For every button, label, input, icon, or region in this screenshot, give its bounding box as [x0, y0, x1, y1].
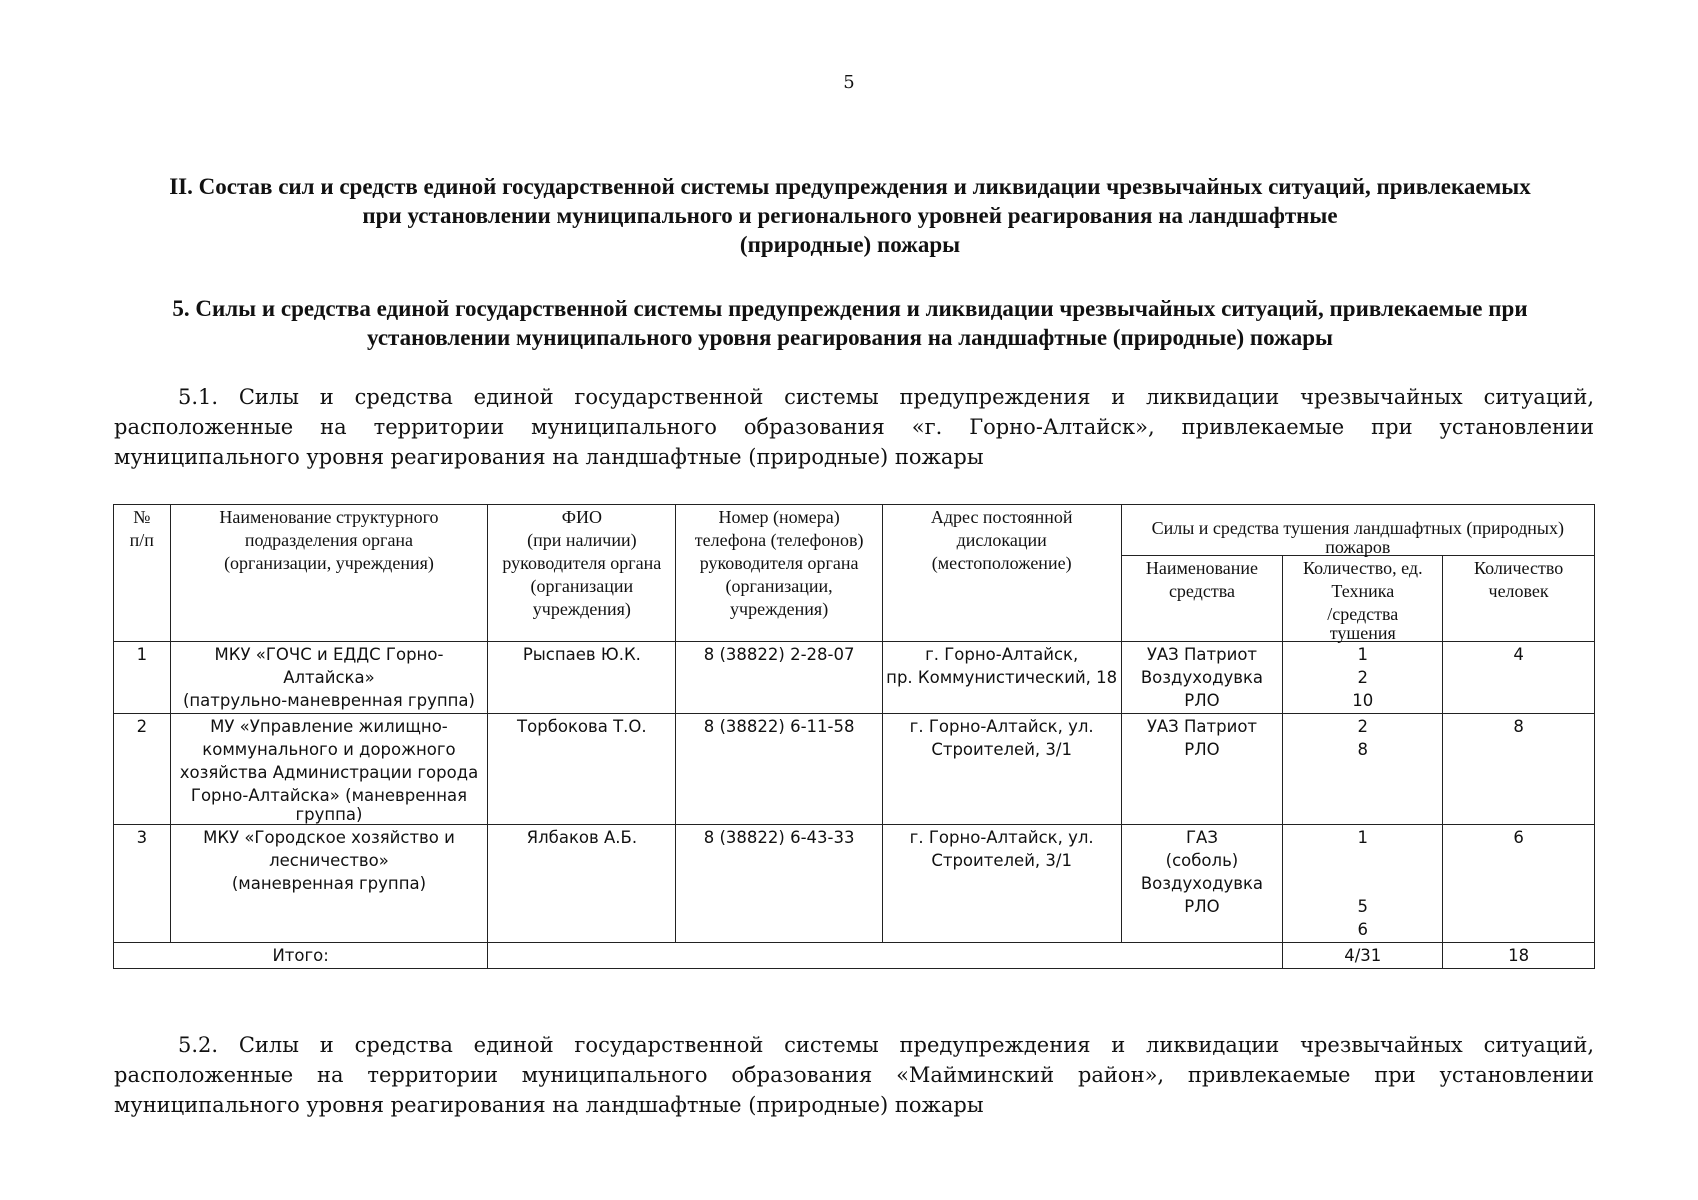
cell-phone: 8 (38822) 6-11-58	[676, 714, 882, 825]
header-text: подразделения органа	[244, 530, 414, 550]
cell-address	[882, 642, 1121, 714]
subsection-title-line: 5. Силы и средства единой государственной системы предупреждения и ликвидации чрезвычайных ситуаций, привлекаемые при	[172, 296, 1528, 321]
forces-table	[113, 504, 1595, 969]
header-text: средства	[1168, 581, 1235, 601]
header-text: №	[133, 507, 151, 527]
header-text: руководителя органа	[699, 553, 859, 573]
header-fio	[488, 505, 676, 642]
total-qty: 4/31	[1283, 943, 1443, 969]
cell-people: 6	[1443, 825, 1595, 943]
header-text: п/п	[129, 530, 154, 550]
cell-text	[1285, 872, 1440, 895]
cell-text: МКУ «ГОЧС и ЕДДС Горно-	[214, 645, 444, 664]
table-header-row	[114, 505, 1595, 556]
cell-text: МКУ «Городское хозяйство и	[203, 828, 455, 847]
table-total-row	[114, 943, 1595, 969]
cell-num: 2	[114, 714, 171, 825]
cell-text: 1	[1357, 828, 1369, 847]
cell-text	[1285, 849, 1440, 872]
header-forces	[1121, 505, 1594, 556]
cell-text: Воздуходувка	[1140, 874, 1264, 893]
cell-qty	[1283, 642, 1443, 714]
cell-phone: 8 (38822) 2-28-07	[676, 642, 882, 714]
cell-text: УАЗ Патриот	[1146, 645, 1258, 664]
cell-text: хозяйства Администрации города	[179, 763, 479, 782]
header-text: (организации	[530, 576, 634, 596]
header-address	[882, 505, 1121, 642]
header-text: тушения	[1329, 623, 1396, 643]
table-row	[114, 642, 1595, 714]
cell-text: 5	[1357, 897, 1369, 916]
header-text: (организации, учреждения)	[224, 553, 434, 573]
cell-text: 10	[1352, 691, 1374, 710]
header-text: Номер (номера)	[718, 507, 840, 527]
header-text: дислокации	[956, 530, 1047, 550]
cell-text: пр. Коммунистический, 18	[886, 668, 1118, 687]
header-text: учреждения)	[532, 599, 631, 619]
header-num	[114, 505, 171, 642]
cell-text: Строителей, 3/1	[931, 740, 1072, 759]
cell-address	[882, 714, 1121, 825]
cell-text: Воздуходувка	[1140, 668, 1264, 687]
section-title	[110, 172, 1590, 259]
section-title-line: при установлении муниципального и регионального уровней реагирования на ландшафтные	[362, 203, 1338, 228]
header-text: человек	[1488, 581, 1549, 601]
cell-org	[170, 714, 488, 825]
header-text: (местоположение)	[931, 553, 1072, 573]
cell-address	[882, 825, 1121, 943]
total-people: 18	[1443, 943, 1595, 969]
header-means-name	[1121, 556, 1283, 642]
cell-fio: Ялбаков А.Б.	[488, 825, 676, 943]
table-row	[114, 714, 1595, 825]
total-empty	[488, 943, 1283, 969]
cell-text: МУ «Управление жилищно-	[210, 717, 448, 736]
cell-text: РЛО	[1184, 691, 1220, 710]
cell-org	[170, 825, 488, 943]
header-text: (при наличии)	[527, 530, 637, 550]
cell-means	[1121, 714, 1283, 825]
header-text: телефона (телефонов)	[694, 530, 864, 550]
header-text: Наименование	[1145, 558, 1259, 578]
header-text: пожаров	[1325, 537, 1391, 557]
cell-text: 2	[1357, 717, 1369, 736]
section-title-line: (природные) пожары	[739, 232, 961, 257]
cell-people: 4	[1443, 642, 1595, 714]
cell-num: 3	[114, 825, 171, 943]
paragraph-line: расположенные на территории муниципального образования «Майминский район», привлекаемые при установлении	[114, 1063, 1594, 1087]
paragraph-line: 5.2. Силы и средства единой государственной системы предупреждения и ликвидации чрезвычайных ситуаций,	[178, 1033, 1594, 1057]
paragraph-5-1	[114, 382, 1594, 472]
paragraph-line: 5.1. Силы и средства единой государственной системы предупреждения и ликвидации чрезвычайных ситуаций,	[178, 385, 1594, 409]
paragraph-line: муниципального уровня реагирования на ландшафтные (природные) пожары	[114, 445, 984, 469]
header-people-qty	[1443, 556, 1595, 642]
header-text: Наименование структурного	[219, 507, 439, 527]
cell-fio: Рыспаев Ю.К.	[488, 642, 676, 714]
header-phone	[676, 505, 882, 642]
cell-means	[1121, 825, 1283, 943]
cell-text: Горно-Алтайска» (маневренная	[190, 786, 468, 805]
cell-text: (соболь)	[1165, 851, 1239, 870]
page-number: 5	[843, 72, 855, 93]
cell-text: 6	[1357, 920, 1369, 939]
cell-text: группа)	[295, 805, 363, 824]
header-text: учреждения)	[730, 599, 829, 619]
cell-text: ГАЗ	[1185, 828, 1218, 847]
cell-text: коммунального и дорожного	[202, 740, 456, 759]
total-label: Итого:	[114, 943, 488, 969]
cell-text: г. Горно-Алтайск, ул.	[909, 828, 1094, 847]
cell-text: г. Горно-Алтайск, ул.	[909, 717, 1094, 736]
paragraph-line: расположенные на территории муниципального образования «г. Горно-Алтайск», привлекаемые при установлении	[114, 415, 1594, 439]
cell-org	[170, 642, 488, 714]
header-means-qty	[1283, 556, 1443, 642]
cell-text: Алтайска»	[283, 668, 375, 687]
header-text: /средства	[1327, 604, 1399, 624]
cell-text: 1	[1357, 645, 1369, 664]
header-org	[170, 505, 488, 642]
cell-num: 1	[114, 642, 171, 714]
cell-text: г. Горно-Алтайск,	[925, 645, 1079, 664]
cell-phone: 8 (38822) 6-43-33	[676, 825, 882, 943]
cell-qty	[1283, 825, 1443, 943]
cell-text: 8	[1357, 740, 1369, 759]
cell-qty	[1283, 714, 1443, 825]
header-text: ФИО	[561, 507, 602, 527]
header-text: руководителя органа	[502, 553, 662, 573]
cell-text: РЛО	[1184, 740, 1220, 759]
table-row	[114, 825, 1595, 943]
cell-text: (патрульно-маневренная группа)	[182, 691, 475, 710]
cell-text: РЛО	[1184, 897, 1220, 916]
paragraph-5-2	[114, 1030, 1594, 1120]
paragraph-line: муниципального уровня реагирования на ландшафтные (природные) пожары	[114, 1093, 984, 1117]
subsection-title-line: установлении муниципального уровня реагирования на ландшафтные (природные) пожары	[367, 325, 1333, 350]
cell-fio: Торбокова Т.О.	[488, 714, 676, 825]
cell-text: лесничество»	[269, 851, 389, 870]
cell-text: Строителей, 3/1	[931, 851, 1072, 870]
subsection-title	[110, 294, 1590, 352]
cell-text: (маневренная группа)	[231, 874, 427, 893]
cell-people: 8	[1443, 714, 1595, 825]
cell-text: УАЗ Патриот	[1146, 717, 1258, 736]
header-text: Силы и средства тушения ландшафтных (природных)	[1151, 518, 1564, 538]
header-text: Адрес постоянной	[930, 507, 1073, 527]
header-text: Количество, ед.	[1302, 558, 1423, 578]
cell-means	[1121, 642, 1283, 714]
header-text: (организации,	[725, 576, 833, 596]
header-text: Количество	[1473, 558, 1564, 578]
section-title-line: II. Состав сил и средств единой государственной системы предупреждения и ликвидации чрезвычайных ситуаций, привлекаемых	[169, 174, 1531, 199]
cell-text: 2	[1357, 668, 1369, 687]
header-text: Техника	[1331, 581, 1395, 601]
